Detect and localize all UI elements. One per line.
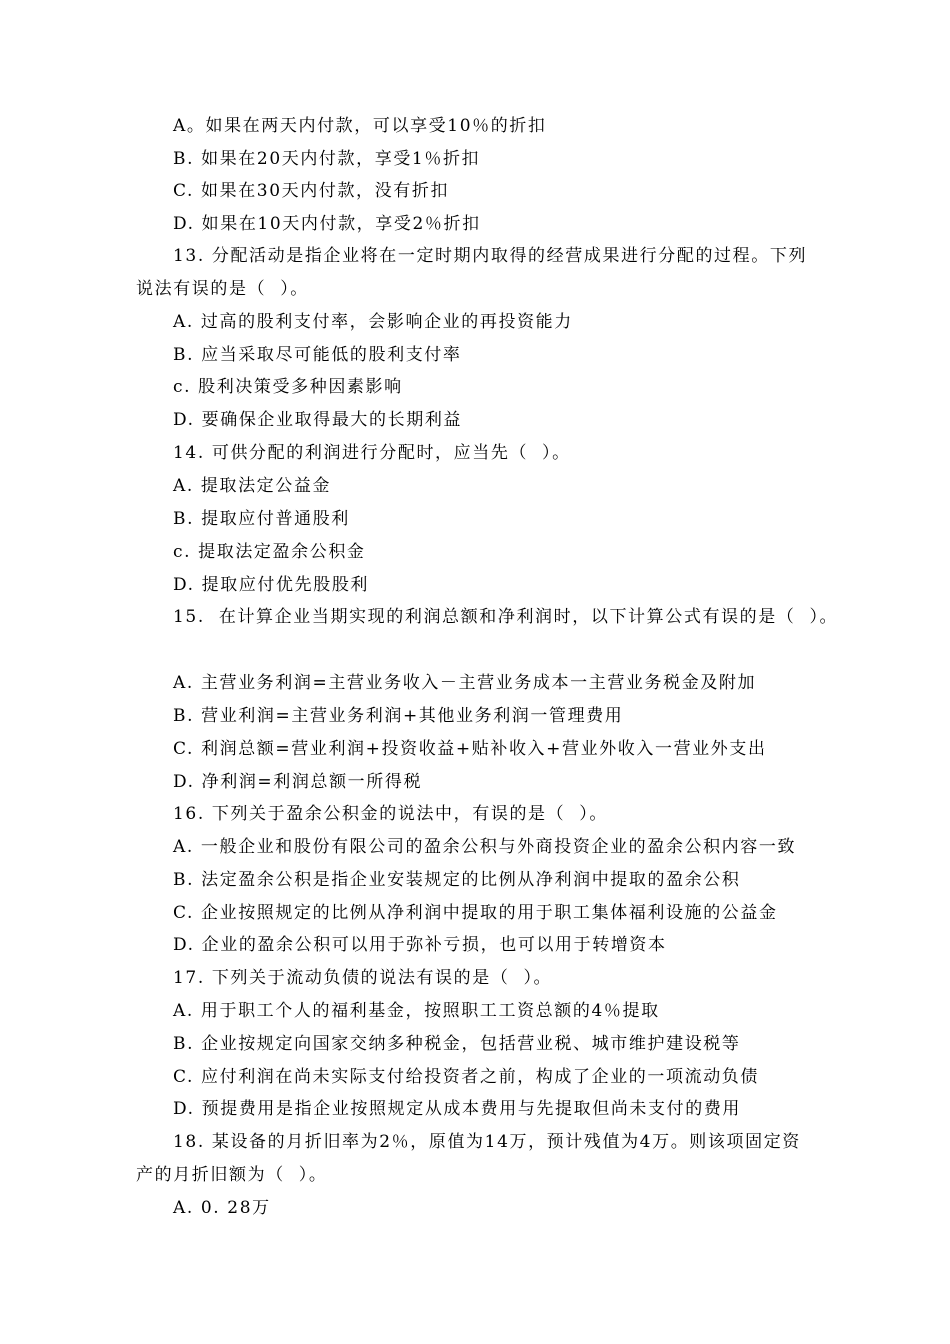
q13-option-b: B. 应当采取尽可能低的股利支付率 [173, 345, 462, 365]
q14-option-c: c. 提取法定盈余公积金 [173, 542, 366, 562]
q16-option-d: D. 企业的盈余公积可以用于弥补亏损，也可以用于转增资本 [173, 935, 667, 955]
q17-option-c: C. 应付利润在尚未实际支付给投资者之前，构成了企业的一项流动负债 [173, 1067, 760, 1087]
q15-option-c: C. 利润总额=营业利润+投资收益+贴补收入+营业外收入一营业外支出 [173, 739, 767, 759]
q17-option-d: D. 预提费用是指企业按照规定从成本费用与先提取但尚未支付的费用 [173, 1099, 742, 1119]
q13-option-a: A. 过高的股利支付率，会影响企业的再投资能力 [173, 312, 573, 332]
q16-text: 16. 下列关于盈余公积金的说法中，有误的是（ ）。 [173, 804, 608, 824]
q12-option-b: B. 如果在20天内付款，享受1％折扣 [173, 149, 481, 169]
q16-option-b: B. 法定盈余公积是指企业安装规定的比例从净利润中提取的盈余公积 [173, 870, 741, 890]
q16-option-c: C. 企业按照规定的比例从净利润中提取的用于职工集体福利设施的公益金 [173, 903, 778, 923]
q17-option-b: B. 企业按规定向国家交纳多种税金，包括营业税、城市维护建设税等 [173, 1034, 741, 1054]
q15-text: 15. 在计算企业当期实现的利润总额和净利润时，以下计算公式有误的是（ ）。 [173, 607, 839, 627]
q18-text-cont: 产的月折旧额为（ ）。 [136, 1165, 328, 1185]
q13-option-c: c. 股利决策受多种因素影响 [173, 377, 403, 397]
q17-option-a: A. 用于职工个人的福利基金，按照职工工资总额的4％提取 [173, 1001, 660, 1021]
q12-option-a: A。如果在两天内付款，可以享受10％的折扣 [173, 116, 547, 136]
q18-text: 18. 某设备的月折旧率为2％，原值为14万，预计残值为4万。则该项固定资 [173, 1132, 801, 1152]
q15-option-b: B. 营业利润=主营业务利润+其他业务利润一管理费用 [173, 706, 624, 726]
q14-text: 14. 可供分配的利润进行分配时，应当先（ ）。 [173, 443, 571, 463]
q13-text: 13. 分配活动是指企业将在一定时期内取得的经营成果进行分配的过程。下列 [173, 246, 808, 266]
q12-option-c: C. 如果在30天内付款，没有折扣 [173, 181, 450, 201]
q13-text-cont: 说法有误的是（ ）。 [136, 279, 309, 299]
q16-option-a: A. 一般企业和股份有限公司的盈余公积与外商投资企业的盈余公积内容一致 [173, 837, 797, 857]
q14-option-d: D. 提取应付优先股股利 [173, 575, 370, 595]
q14-option-b: B. 提取应付普通股利 [173, 509, 350, 529]
q15-option-a: A. 主营业务利润=主营业务收入－主营业务成本一主营业务税金及附加 [173, 673, 757, 693]
q17-text: 17. 下列关于流动负债的说法有误的是（ ）。 [173, 968, 553, 988]
q13-option-d: D. 要确保企业取得最大的长期利益 [173, 410, 463, 430]
q15-option-d: D. 净利润=利润总额一所得税 [173, 772, 423, 792]
q18-option-a: A. 0. 28万 [173, 1198, 271, 1218]
q14-option-a: A. 提取法定公益金 [173, 476, 332, 496]
q12-option-d: D. 如果在10天内付款，享受2％折扣 [173, 214, 481, 234]
